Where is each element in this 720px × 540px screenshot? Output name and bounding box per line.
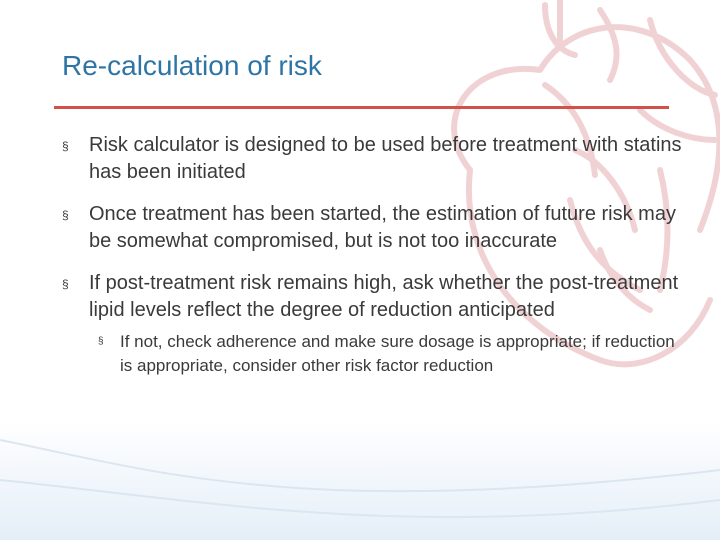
bullet-text: Once treatment has been started, the estimation of future risk may be somewhat compromised, but is not too inaccurate xyxy=(89,203,676,252)
bullet-list xyxy=(62,132,682,395)
title-divider xyxy=(54,106,669,109)
sub-bullet-item xyxy=(98,330,682,378)
bullet-marker: § xyxy=(62,139,69,153)
sub-bullet-text: If not, check adherence and make sure dosage is appropriate; if reduction is appropriate, consider other risk factor reduction xyxy=(120,332,675,375)
sub-bullet-marker: § xyxy=(98,336,104,347)
bullet-item xyxy=(62,132,682,186)
bullet-marker: § xyxy=(62,277,69,291)
bullet-marker: § xyxy=(62,208,69,222)
bullet-item xyxy=(62,201,682,255)
bullet-text: If post-treatment risk remains high, ask whether the post-treatment lipid levels reflect the degree of reduction anticipated xyxy=(89,272,679,321)
bullet-text: Risk calculator is designed to be used before treatment with statins has been initiated xyxy=(89,134,682,183)
bullet-item xyxy=(62,270,682,324)
slide-title: Re-calculation of risk xyxy=(62,50,322,81)
